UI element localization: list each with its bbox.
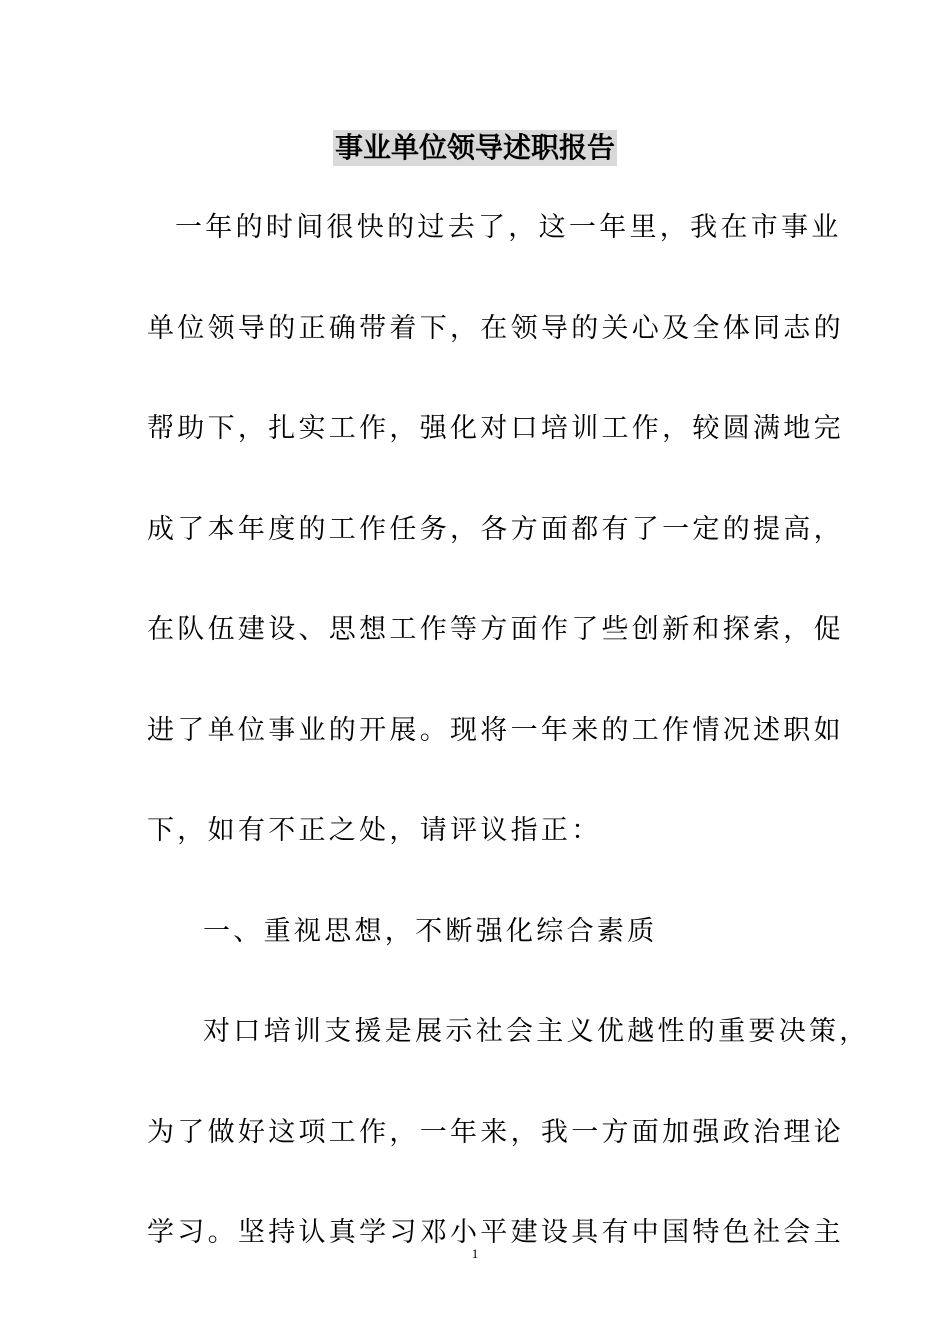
paragraph-line: 下，如有不正之处，请评议指正： <box>147 815 602 846</box>
paragraph-line: 成了本年度的工作任务，各方面都有了一定的提高， <box>147 513 844 545</box>
section-heading: 一、重视思想，不断强化综合素质 <box>203 915 658 947</box>
page-number: 1 <box>471 1246 479 1261</box>
title-container <box>0 130 950 166</box>
paragraph-line: 为了做好这项工作，一年来，我一方面加强政治理论 <box>147 1116 844 1148</box>
paragraph-line: 一年的时间很快的过去了，这一年里，我在市事业 <box>175 212 842 243</box>
paragraph-line: 单位领导的正确带着下，在领导的关心及全体同志的 <box>147 312 844 344</box>
paragraph-line: 帮助下，扎实工作，强化对口培训工作，较圆满地完 <box>147 413 844 444</box>
document-title: 事业单位领导述职报告 <box>334 131 615 164</box>
paragraph-line: 在队伍建设、思想工作等方面作了些创新和探索，促 <box>147 614 844 645</box>
paragraph-line: 学习。坚持认真学习邓小平建设具有中国特色社会主 <box>147 1217 844 1248</box>
paragraph-line: 进了单位事业的开展。现将一年来的工作情况述职如 <box>147 714 844 746</box>
body-text <box>147 178 870 1284</box>
paragraph-line: 对口培训支援是展示社会主义优越性的重要决策， <box>203 1016 870 1047</box>
